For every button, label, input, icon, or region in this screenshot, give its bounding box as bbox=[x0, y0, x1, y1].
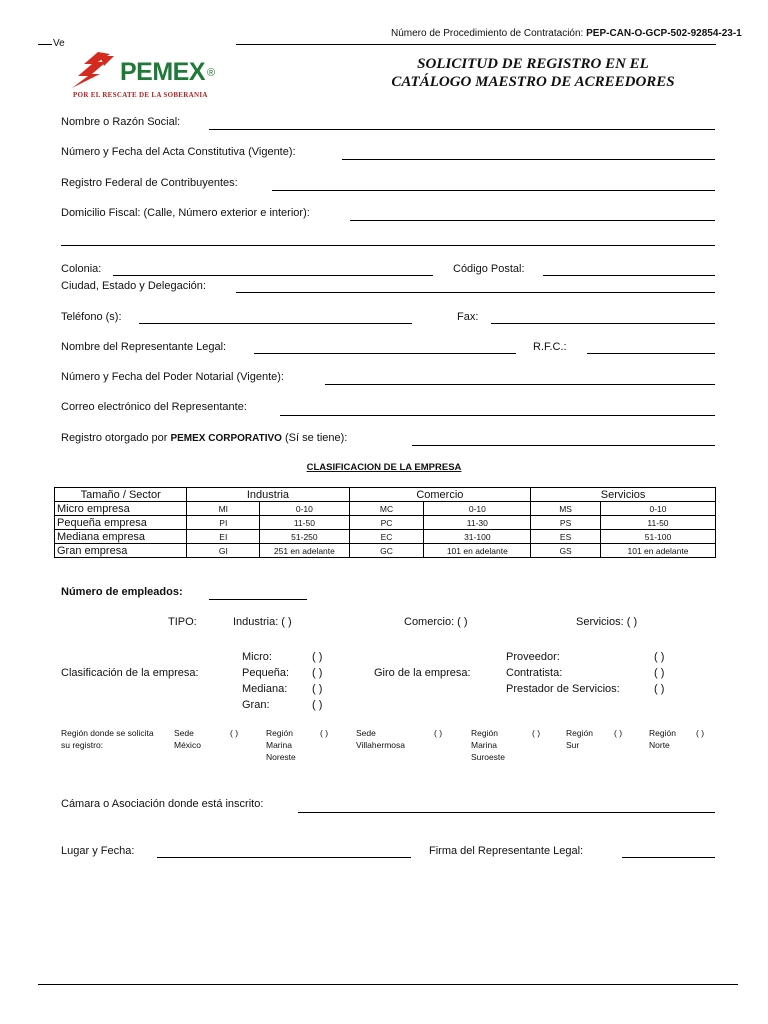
table-cell: 31-100 bbox=[424, 530, 531, 544]
colonia-field[interactable] bbox=[113, 275, 433, 276]
table-cell: GS bbox=[531, 544, 601, 558]
table-cell: 11-50 bbox=[260, 516, 349, 530]
pemex-eagle-icon bbox=[70, 50, 120, 90]
table-cell: 11-50 bbox=[600, 516, 715, 530]
table-cell: 101 en adelante bbox=[424, 544, 531, 558]
table-cell: 0-10 bbox=[600, 502, 715, 516]
ciudad-field[interactable] bbox=[236, 292, 715, 293]
header-rule bbox=[236, 44, 716, 45]
label-rfc: R.F.C.: bbox=[533, 341, 567, 353]
giro-checkbox[interactable]: ( ) bbox=[654, 683, 665, 695]
size-checkbox[interactable]: ( ) bbox=[312, 667, 323, 679]
table-header-row bbox=[55, 488, 716, 502]
header-rule-left bbox=[38, 44, 52, 45]
tipo-comercio[interactable]: Comercio: ( ) bbox=[404, 616, 468, 628]
pemex-logo bbox=[70, 48, 240, 104]
classification-title: CLASIFICACION DE LA EMPRESA bbox=[306, 462, 462, 473]
region-option-name: Región Norte bbox=[649, 728, 676, 750]
table-cell: 0-10 bbox=[424, 502, 531, 516]
table-cell: PS bbox=[531, 516, 601, 530]
region-option-name: Región Sur bbox=[566, 728, 593, 750]
region-checkbox[interactable]: ( ) bbox=[614, 728, 623, 738]
rfc-registro-field[interactable] bbox=[272, 190, 715, 191]
table-cell: ES bbox=[531, 530, 601, 544]
logo-wordmark bbox=[120, 58, 215, 87]
logo-registered: ® bbox=[207, 67, 215, 80]
classification-table bbox=[54, 487, 716, 558]
registro-pre: Registro otorgado por bbox=[61, 432, 171, 444]
correo-field[interactable] bbox=[280, 415, 715, 416]
table-header: Comercio bbox=[349, 488, 531, 502]
label-representante: Nombre del Representante Legal: bbox=[61, 341, 227, 353]
label-tipo: TIPO: bbox=[168, 616, 197, 628]
rfc-field[interactable] bbox=[587, 353, 715, 354]
label-poder: Número y Fecha del Poder Notarial (Vigente): bbox=[61, 371, 284, 383]
label-correo: Correo electrónico del Representante: bbox=[61, 401, 247, 413]
region-checkbox[interactable]: ( ) bbox=[532, 728, 541, 738]
size-label: Micro: bbox=[242, 651, 272, 663]
table-header: Servicios bbox=[531, 488, 716, 502]
label-fax: Fax: bbox=[457, 311, 479, 323]
title-line-2: CATÁLOGO MAESTRO DE ACREEDORES bbox=[391, 74, 675, 90]
codigo-postal-field[interactable] bbox=[543, 275, 715, 276]
size-checkbox[interactable]: ( ) bbox=[312, 699, 323, 711]
region-checkbox[interactable]: ( ) bbox=[696, 728, 705, 738]
table-cell: PC bbox=[349, 516, 424, 530]
logo-tagline: POR EL RESCATE DE LA SOBERANIA bbox=[73, 91, 208, 99]
table-row bbox=[55, 516, 716, 530]
form-title bbox=[370, 55, 696, 91]
table-row bbox=[55, 530, 716, 544]
table-cell: 11-30 bbox=[424, 516, 531, 530]
region-option-name: Sede México bbox=[174, 728, 201, 750]
procedure-number bbox=[391, 28, 742, 39]
region-option-name: Sede Villahermosa bbox=[356, 728, 405, 750]
table-cell: MC bbox=[349, 502, 424, 516]
region-checkbox[interactable]: ( ) bbox=[320, 728, 329, 738]
table-cell: 51-100 bbox=[600, 530, 715, 544]
region-checkbox[interactable]: ( ) bbox=[230, 728, 239, 738]
size-label: Gran: bbox=[242, 699, 270, 711]
table-header: Tamaño / Sector bbox=[55, 488, 187, 502]
bottom-rule bbox=[38, 984, 738, 985]
table-cell: 101 en adelante bbox=[600, 544, 715, 558]
label-rfc-registro: Registro Federal de Contribuyentes: bbox=[61, 177, 238, 189]
giro-label: Proveedor: bbox=[506, 651, 560, 663]
giro-label: Contratista: bbox=[506, 667, 563, 679]
label-razon-social: Nombre o Razón Social: bbox=[61, 116, 181, 128]
label-colonia: Colonia: bbox=[61, 263, 102, 275]
table-cell: 0-10 bbox=[260, 502, 349, 516]
registro-post: (Sí se tiene): bbox=[281, 432, 348, 444]
table-cell: EC bbox=[349, 530, 424, 544]
table-cell: GI bbox=[187, 544, 260, 558]
acta-field[interactable] bbox=[342, 159, 715, 160]
giro-checkbox[interactable]: ( ) bbox=[654, 651, 665, 663]
size-label: Pequeña: bbox=[242, 667, 290, 679]
telefono-field[interactable] bbox=[139, 323, 412, 324]
title-line-1: SOLICITUD DE REGISTRO EN EL bbox=[417, 56, 649, 72]
table-cell: MS bbox=[531, 502, 601, 516]
domicilio-field[interactable] bbox=[350, 220, 715, 221]
giro-checkbox[interactable]: ( ) bbox=[654, 667, 665, 679]
procedure-label: Número de Procedimiento de Contratación: bbox=[391, 28, 587, 39]
label-domicilio: Domicilio Fiscal: (Calle, Número exterior e interior): bbox=[61, 207, 310, 219]
tipo-industria[interactable]: Industria: ( ) bbox=[233, 616, 292, 628]
poder-field[interactable] bbox=[325, 384, 715, 385]
row-label: Pequeña empresa bbox=[55, 516, 187, 530]
region-checkbox[interactable]: ( ) bbox=[434, 728, 443, 738]
lugar-field[interactable] bbox=[157, 857, 411, 858]
label-region: Región donde se solicita su registro: bbox=[61, 728, 154, 750]
table-cell: 51-250 bbox=[260, 530, 349, 544]
fax-field[interactable] bbox=[491, 323, 715, 324]
label-registro-pemex bbox=[61, 432, 347, 444]
table-header: Industria bbox=[187, 488, 349, 502]
label-acta: Número y Fecha del Acta Constitutiva (Vigente): bbox=[61, 146, 296, 158]
size-checkbox[interactable]: ( ) bbox=[312, 651, 323, 663]
registro-pemex-field[interactable] bbox=[412, 445, 715, 446]
label-empleados: Número de empleados: bbox=[61, 586, 183, 598]
table-cell: MI bbox=[187, 502, 260, 516]
representante-field[interactable] bbox=[254, 353, 516, 354]
table-row bbox=[55, 502, 716, 516]
label-firma: Firma del Representante Legal: bbox=[429, 845, 584, 857]
table-cell: GC bbox=[349, 544, 424, 558]
table-row bbox=[55, 544, 716, 558]
row-label: Micro empresa bbox=[55, 502, 187, 516]
label-clasificacion: Clasificación de la empresa: bbox=[61, 667, 199, 679]
label-codigo-postal: Código Postal: bbox=[453, 263, 525, 275]
corner-mark: Ve bbox=[53, 38, 65, 49]
firma-field[interactable] bbox=[622, 857, 715, 858]
giro-label: Prestador de Servicios: bbox=[506, 683, 620, 695]
razon-social-field[interactable] bbox=[209, 129, 715, 130]
label-camara: Cámara o Asociación donde está inscrito: bbox=[61, 798, 264, 810]
table-cell: EI bbox=[187, 530, 260, 544]
row-label: Gran empresa bbox=[55, 544, 187, 558]
empleados-field[interactable] bbox=[209, 599, 307, 600]
label-ciudad: Ciudad, Estado y Delegación: bbox=[61, 280, 206, 292]
region-option-name: Región Marina Suroeste bbox=[471, 728, 506, 762]
size-checkbox[interactable]: ( ) bbox=[312, 683, 323, 695]
camara-field[interactable] bbox=[298, 812, 715, 813]
label-telefono: Teléfono (s): bbox=[61, 311, 122, 323]
logo-text: PEMEX bbox=[120, 58, 206, 86]
label-lugar: Lugar y Fecha: bbox=[61, 845, 135, 857]
label-giro: Giro de la empresa: bbox=[374, 667, 471, 679]
region-option-name: Región Marina Noreste bbox=[266, 728, 296, 762]
table-cell: 251 en adelante bbox=[260, 544, 349, 558]
row-label: Mediana empresa bbox=[55, 530, 187, 544]
procedure-value: PEP-CAN-O-GCP-502-92854-23-1 bbox=[586, 28, 742, 39]
size-label: Mediana: bbox=[242, 683, 288, 695]
domicilio-field-2[interactable] bbox=[61, 245, 715, 246]
table-cell: PI bbox=[187, 516, 260, 530]
registro-bold: PEMEX CORPORATIVO bbox=[170, 433, 282, 444]
tipo-servicios[interactable]: Servicios: ( ) bbox=[576, 616, 638, 628]
